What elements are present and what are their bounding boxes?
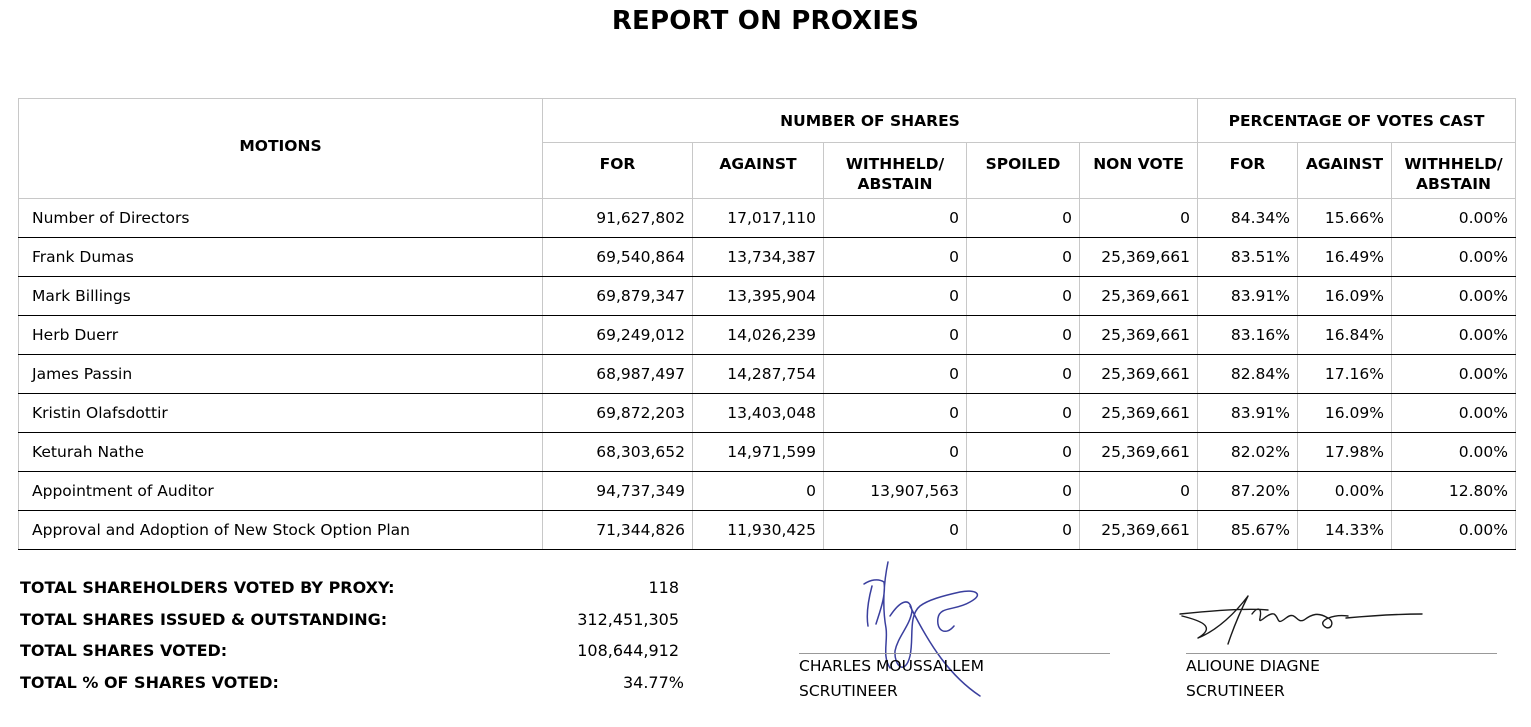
- table-row: [19, 316, 1516, 355]
- cell-pct-against: 16.49%: [1298, 238, 1392, 277]
- total-row: [20, 641, 700, 673]
- cell-against: 13,734,387: [693, 238, 824, 277]
- cell-pct-for: 85.67%: [1198, 511, 1298, 550]
- cell-withheld: 0: [824, 511, 967, 550]
- header-shares-non-vote: NON VOTE: [1080, 143, 1198, 199]
- header-number-of-shares: NUMBER OF SHARES: [543, 99, 1198, 143]
- cell-pct-withheld: 12.80%: [1392, 472, 1516, 511]
- cell-withheld: 0: [824, 316, 967, 355]
- total-value: 34.77%: [622, 672, 684, 692]
- table-row: [19, 199, 1516, 238]
- cell-for: 68,303,652: [543, 433, 693, 472]
- table-row: [19, 511, 1516, 550]
- total-label: TOTAL SHAREHOLDERS VOTED BY PROXY:: [20, 578, 395, 597]
- cell-against: 11,930,425: [693, 511, 824, 550]
- signatory-name-2: ALIOUNE DIAGNE: [1186, 657, 1320, 675]
- motion-cell: Herb Duerr: [19, 316, 543, 355]
- cell-pct-withheld: 0.00%: [1392, 199, 1516, 238]
- cell-against: 13,403,048: [693, 394, 824, 433]
- total-row: [20, 610, 700, 642]
- cell-pct-withheld: 0.00%: [1392, 355, 1516, 394]
- table-row: [19, 355, 1516, 394]
- motion-cell: James Passin: [19, 355, 543, 394]
- cell-non-vote: 25,369,661: [1080, 277, 1198, 316]
- table-row: [19, 472, 1516, 511]
- cell-pct-for: 83.91%: [1198, 277, 1298, 316]
- cell-against: 14,971,599: [693, 433, 824, 472]
- cell-pct-for: 87.20%: [1198, 472, 1298, 511]
- cell-for: 68,987,497: [543, 355, 693, 394]
- cell-pct-withheld: 0.00%: [1392, 433, 1516, 472]
- cell-withheld: 0: [824, 238, 967, 277]
- cell-non-vote: 25,369,661: [1080, 355, 1198, 394]
- cell-pct-for: 83.51%: [1198, 238, 1298, 277]
- cell-against: 13,395,904: [693, 277, 824, 316]
- header-pct-withheld-line1: WITHHELD/: [1404, 155, 1503, 173]
- cell-spoiled: 0: [967, 394, 1080, 433]
- total-row: [20, 578, 700, 610]
- motion-cell: Keturah Nathe: [19, 433, 543, 472]
- cell-pct-for: 83.91%: [1198, 394, 1298, 433]
- total-row: [20, 673, 700, 705]
- motion-cell: Mark Billings: [19, 277, 543, 316]
- header-shares-against: AGAINST: [693, 143, 824, 199]
- cell-pct-withheld: 0.00%: [1392, 277, 1516, 316]
- cell-non-vote: 25,369,661: [1080, 511, 1198, 550]
- total-label: TOTAL SHARES ISSUED & OUTSTANDING:: [20, 609, 388, 629]
- cell-non-vote: 25,369,661: [1080, 394, 1198, 433]
- header-shares-spoiled: SPOILED: [967, 143, 1080, 199]
- cell-withheld: 0: [824, 433, 967, 472]
- cell-non-vote: 0: [1080, 199, 1198, 238]
- cell-for: 94,737,349: [543, 472, 693, 511]
- cell-pct-withheld: 0.00%: [1392, 316, 1516, 355]
- table-row: [19, 394, 1516, 433]
- header-motions: MOTIONS: [19, 99, 543, 199]
- cell-spoiled: 0: [967, 316, 1080, 355]
- header-pct-for: FOR: [1198, 143, 1298, 199]
- cell-withheld: 13,907,563: [824, 472, 967, 511]
- signatory-block-1: [799, 654, 984, 704]
- cell-spoiled: 0: [967, 277, 1080, 316]
- motion-cell: Appointment of Auditor: [19, 472, 543, 511]
- cell-pct-against: 17.16%: [1298, 355, 1392, 394]
- header-pct-withheld-line2: ABSTAIN: [1415, 175, 1492, 193]
- signature-alioune-diagne: [1178, 592, 1428, 652]
- cell-against: 17,017,110: [693, 199, 824, 238]
- total-value: 118: [648, 578, 679, 597]
- signatory-block-2: [1186, 654, 1320, 704]
- cell-non-vote: 0: [1080, 472, 1198, 511]
- cell-for: 69,540,864: [543, 238, 693, 277]
- cell-pct-against: 0.00%: [1298, 472, 1392, 511]
- cell-pct-against: 14.33%: [1298, 511, 1392, 550]
- cell-for: 71,344,826: [543, 511, 693, 550]
- total-value: 312,451,305: [577, 609, 679, 629]
- motion-cell: Frank Dumas: [19, 238, 543, 277]
- header-shares-for: FOR: [543, 143, 693, 199]
- cell-pct-withheld: 0.00%: [1392, 394, 1516, 433]
- table-row: [19, 277, 1516, 316]
- motion-cell: Number of Directors: [19, 199, 543, 238]
- signatory-role-2: SCRUTINEER: [1186, 682, 1285, 700]
- signatory-role-1: SCRUTINEER: [799, 682, 898, 700]
- cell-withheld: 0: [824, 394, 967, 433]
- cell-non-vote: 25,369,661: [1080, 238, 1198, 277]
- cell-pct-for: 82.02%: [1198, 433, 1298, 472]
- cell-pct-for: 83.16%: [1198, 316, 1298, 355]
- motion-cell: Approval and Adoption of New Stock Option Plan: [19, 511, 543, 550]
- header-shares-withheld-line2: ABSTAIN: [857, 175, 933, 193]
- header-pct-withheld: [1392, 143, 1516, 199]
- cell-spoiled: 0: [967, 472, 1080, 511]
- header-percentage-of-votes-cast: PERCENTAGE OF VOTES CAST: [1198, 99, 1516, 143]
- table-row: [19, 238, 1516, 277]
- cell-for: 69,879,347: [543, 277, 693, 316]
- cell-pct-against: 17.98%: [1298, 433, 1392, 472]
- cell-pct-against: 16.84%: [1298, 316, 1392, 355]
- cell-against: 14,287,754: [693, 355, 824, 394]
- cell-for: 91,627,802: [543, 199, 693, 238]
- cell-against: 0: [693, 472, 824, 511]
- header-pct-against: AGAINST: [1298, 143, 1392, 199]
- cell-non-vote: 25,369,661: [1080, 316, 1198, 355]
- cell-pct-withheld: 0.00%: [1392, 511, 1516, 550]
- cell-withheld: 0: [824, 277, 967, 316]
- cell-pct-against: 16.09%: [1298, 277, 1392, 316]
- header-shares-withheld: [824, 143, 967, 199]
- cell-spoiled: 0: [967, 433, 1080, 472]
- totals-section: [20, 578, 700, 704]
- cell-pct-against: 15.66%: [1298, 199, 1392, 238]
- cell-spoiled: 0: [967, 238, 1080, 277]
- cell-pct-for: 84.34%: [1198, 199, 1298, 238]
- total-value: 108,644,912: [577, 641, 679, 660]
- total-label: TOTAL SHARES VOTED:: [20, 641, 228, 660]
- cell-for: 69,249,012: [543, 316, 693, 355]
- page-title: REPORT ON PROXIES: [611, 6, 920, 36]
- total-label: TOTAL % OF SHARES VOTED:: [20, 672, 279, 692]
- cell-pct-withheld: 0.00%: [1392, 238, 1516, 277]
- cell-spoiled: 0: [967, 511, 1080, 550]
- header-shares-withheld-line1: WITHHELD/: [845, 155, 945, 173]
- motion-cell: Kristin Olafsdottir: [19, 394, 543, 433]
- proxies-table: [18, 98, 1516, 550]
- cell-withheld: 0: [824, 199, 967, 238]
- cell-against: 14,026,239: [693, 316, 824, 355]
- cell-for: 69,872,203: [543, 394, 693, 433]
- table-row: [19, 433, 1516, 472]
- cell-spoiled: 0: [967, 355, 1080, 394]
- cell-pct-against: 16.09%: [1298, 394, 1392, 433]
- cell-spoiled: 0: [967, 199, 1080, 238]
- cell-withheld: 0: [824, 355, 967, 394]
- cell-non-vote: 25,369,661: [1080, 433, 1198, 472]
- cell-pct-for: 82.84%: [1198, 355, 1298, 394]
- signatory-name-1: CHARLES MOUSSALLEM: [799, 657, 984, 675]
